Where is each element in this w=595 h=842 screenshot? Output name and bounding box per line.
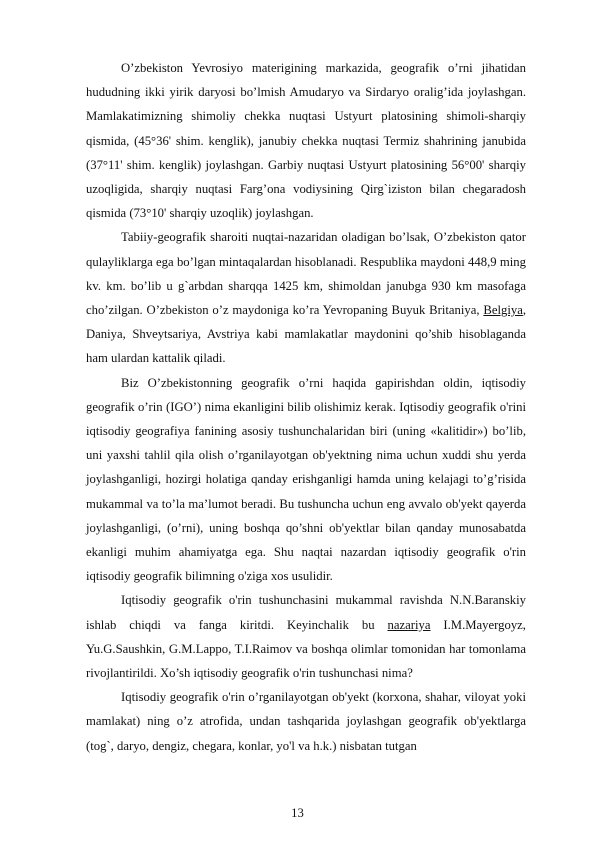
paragraph-text: O’zbekiston Yevrosiyo materigining markazida, geografik o’rni jihatidan hududning ikki yirik daryosi bo’lmish Amudaryo va Sirdaryo oralig’ida joylashgan. Mamlakatimizning shimoliy chekka nuqtasi Ustyurt platosining shimoli-sharqiy qismida, (45°36' shim. kenglik), janubiy chekka nuqtasi Termiz shahrining janubida (37°11' shim. kenglik) joylashgan. Garbiy nuqtasi Ustyurt platosining 56°00' sharqiy uzoqligida, sharqiy nuqtasi Farg’ona vodiysining Qirg`iziston bilan chegaradosh qismida (73°10' sharqiy uzoqlik) joylashgan. [86,61,526,221]
paragraph-baranskiy [86,588,526,685]
belgiya-link[interactable]: Belgiya [483,303,523,318]
paragraph-text: I.M.Mayergoyz, Yu.G.Saushkin, G.M.Lappo, T.I.Raimov va boshqa olimlar tomonidan har tomonlama rivojlantirildi. Xo’sh iqtisodiy geografik o'rin tushunchasi nima? [86,617,526,681]
paragraph-text: Biz O’zbekistonning geografik o’rni haqida gapirishdan oldin, iqtisodiy geografik o’rin (IGO’) nima ekanligini bilib olishimiz kerak. Iqtisodiy geografik o'rini iqtisodiy geografiya fanining asosiy tushunchalaridan biri (uning «kalitidir») bo’lib, uni yaxshi tahlil qila olish o’rganilayotgan ob'yektning nima uchun xuddi shu yerda joylashganligi, hozirgi holatiga qanday erishganligi hamda uning kelajagi to’g’risida mukammal va to’la ma’lumot beradi. Bu tushuncha uchun eng avvalo ob'yekt qayerda joylashganligi, (o’rni), uning boshqa qo’shni ob'yektlar bilan qanday munosabatda ekanligi muhim ahamiyatga ega. Shu naqtai nazardan iqtisodiy geografik o'rin iqtisodiy geografik bilimning o'ziga xos usulidir. [86,375,526,584]
paragraph-natural-conditions [86,225,526,370]
nazariya-link[interactable]: nazariya [387,617,431,632]
paragraph-geographic-position [86,56,526,225]
paragraph-definition [86,685,526,758]
page-number: 13 [291,806,304,820]
paragraph-text: Iqtisodiy geografik o'rin tushunchasini mukammal ravishda N.N.Baranskiy ishlab chiqdi va fanga kiritdi. Keyinchalik bu [86,593,526,632]
paragraph-text: Iqtisodiy geografik o'rin o’rganilayotgan ob'yekt (korxona, shahar, viloyat yoki mamlakat) ning o’z atrofida, undan tashqarida joylashgan geografik ob'yektlarga (tog`, daryo, dengiz, chegara, konlar, yo'l va h.k.) nisbatan tutgan [86,690,526,753]
paragraph-economic-geographic-position [86,371,526,589]
document-body [86,56,526,758]
paragraph-text: , Daniya, Shveytsariya, Avstriya kabi mamlakatlar maydonini qo’shib hisoblaganda ham ulardan kattalik qiladi. [86,303,526,366]
paragraph-text: Tabiiy-geografik sharoiti nuqtai-nazaridan oladigan bo’lsak, O’zbekiston qator qulayliklarga ega bo’lgan mintaqalardan hisoblanadi. Respublika maydoni 448,9 ming kv. km. bo’lib u g`arbdan sharqqa 1425 km, shimoldan janubga 930 km masofaga cho’zilgan. O’zbekiston o’z maydoniga ko’ra Yevropaning Buyuk Britaniya, [86,230,526,318]
